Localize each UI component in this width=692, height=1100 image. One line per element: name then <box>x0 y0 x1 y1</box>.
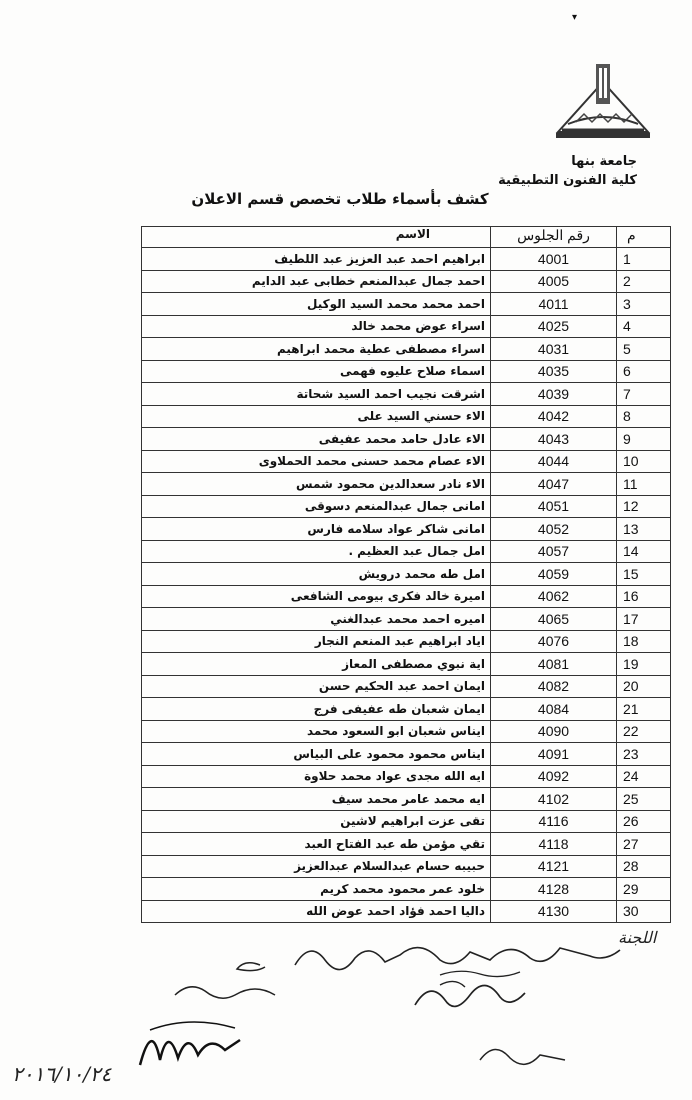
student-name: اسماء صلاح عليوه فهمى <box>142 360 491 383</box>
table-row <box>142 360 671 383</box>
seat-number: 4005 <box>491 270 617 293</box>
student-name: تقي مؤمن طه عبد الفتاح العبد <box>142 833 491 856</box>
row-number: 15 <box>617 563 671 586</box>
student-name: اية نبوي مصطفى المعاز <box>142 653 491 676</box>
seat-number: 4043 <box>491 428 617 451</box>
seat-number: 4082 <box>491 675 617 698</box>
student-name: خلود عمر محمود محمد كريم <box>142 878 491 901</box>
seat-number: 4062 <box>491 585 617 608</box>
row-number: 23 <box>617 743 671 766</box>
table-row <box>142 428 671 451</box>
student-name: امانى شاكر عواد سلامه فارس <box>142 518 491 541</box>
seat-number: 4057 <box>491 540 617 563</box>
student-name: الاء عادل حامد محمد عفيفى <box>142 428 491 451</box>
seat-number: 4031 <box>491 338 617 361</box>
student-name: الاء عصام محمد حسنى محمد الحملاوى <box>142 450 491 473</box>
seat-number: 4059 <box>491 563 617 586</box>
row-number: 18 <box>617 630 671 653</box>
student-name: اميرة خالد فكرى بيومى الشافعى <box>142 585 491 608</box>
table-row <box>142 495 671 518</box>
signature-scribble-icon <box>410 965 550 1025</box>
seat-number: 4052 <box>491 518 617 541</box>
table-row <box>142 788 671 811</box>
date-handwriting: ٢٠١٦/١٠/٢٤ <box>12 1062 112 1086</box>
student-name: ايه الله مجدى عواد محمد حلاوة <box>142 765 491 788</box>
table-row <box>142 540 671 563</box>
table-row <box>142 743 671 766</box>
signature-small-icon <box>470 1030 590 1080</box>
seat-number: 4116 <box>491 810 617 833</box>
student-name: اياد ابراهيم عبد المنعم النجار <box>142 630 491 653</box>
row-number: 16 <box>617 585 671 608</box>
row-number: 24 <box>617 765 671 788</box>
table-row <box>142 653 671 676</box>
column-header-name: الاسم <box>142 227 491 248</box>
row-number: 20 <box>617 675 671 698</box>
seat-number: 4128 <box>491 878 617 901</box>
row-number: 30 <box>617 900 671 923</box>
table-row <box>142 878 671 901</box>
row-number: 29 <box>617 878 671 901</box>
seat-number: 4047 <box>491 473 617 496</box>
table-row <box>142 765 671 788</box>
row-number: 12 <box>617 495 671 518</box>
table-row <box>142 900 671 923</box>
row-number: 21 <box>617 698 671 721</box>
seat-number: 4081 <box>491 653 617 676</box>
student-name: اميره احمد محمد عبدالغني <box>142 608 491 631</box>
row-number: 25 <box>617 788 671 811</box>
seat-number: 4118 <box>491 833 617 856</box>
row-number: 9 <box>617 428 671 451</box>
student-name: اسراء مصطفى عطية محمد ابراهيم <box>142 338 491 361</box>
students-table <box>141 226 671 923</box>
table-row <box>142 563 671 586</box>
table-row <box>142 248 671 271</box>
row-number: 3 <box>617 293 671 316</box>
seat-number: 4084 <box>491 698 617 721</box>
university-header <box>498 152 637 190</box>
table-row <box>142 293 671 316</box>
table-row <box>142 608 671 631</box>
table-row <box>142 338 671 361</box>
seat-number: 4065 <box>491 608 617 631</box>
seat-number: 4102 <box>491 788 617 811</box>
table-header-row <box>142 227 671 248</box>
student-name: حبيبه حسام عبدالسلام عبدالعزيز <box>142 855 491 878</box>
row-number: 28 <box>617 855 671 878</box>
table-row <box>142 675 671 698</box>
university-logo-icon <box>548 62 658 142</box>
corner-mark: ▾ <box>572 12 578 23</box>
row-number: 5 <box>617 338 671 361</box>
row-number: 8 <box>617 405 671 428</box>
table-row <box>142 270 671 293</box>
seat-number: 4090 <box>491 720 617 743</box>
signature-handwriting-icon <box>165 955 285 1015</box>
student-name: ابراهيم احمد عبد العزيز عبد اللطيف <box>142 248 491 271</box>
student-name: ايمان شعبان طه عفيفى فرج <box>142 698 491 721</box>
student-name: ايمان احمد عبد الحكيم حسن <box>142 675 491 698</box>
table-row <box>142 585 671 608</box>
row-number: 13 <box>617 518 671 541</box>
table-row <box>142 383 671 406</box>
student-name: امل طه محمد درويش <box>142 563 491 586</box>
table-row <box>142 405 671 428</box>
table-row <box>142 450 671 473</box>
student-name: ايناس شعبان ابو السعود محمد <box>142 720 491 743</box>
seat-number: 4076 <box>491 630 617 653</box>
student-name: اسراء عوض محمد خالد <box>142 315 491 338</box>
seat-number: 4092 <box>491 765 617 788</box>
row-number: 17 <box>617 608 671 631</box>
seat-number: 4042 <box>491 405 617 428</box>
row-number: 11 <box>617 473 671 496</box>
seat-number: 4130 <box>491 900 617 923</box>
document-title: كشف بأسماء طلاب تخصص قسم الاعلان <box>191 190 489 208</box>
student-name: امانى جمال عبدالمنعم دسوقى <box>142 495 491 518</box>
row-number: 19 <box>617 653 671 676</box>
table-row <box>142 473 671 496</box>
student-name: اشرقت نجيب احمد السيد شحاتة <box>142 383 491 406</box>
table-row <box>142 855 671 878</box>
row-number: 22 <box>617 720 671 743</box>
signature-large-icon <box>130 1010 250 1080</box>
student-name: امل جمال عبد العظيم . <box>142 540 491 563</box>
row-number: 4 <box>617 315 671 338</box>
row-number: 1 <box>617 248 671 271</box>
seat-number: 4025 <box>491 315 617 338</box>
table-row <box>142 720 671 743</box>
row-number: 7 <box>617 383 671 406</box>
committee-handwriting: اللجنة <box>618 928 657 947</box>
row-number: 27 <box>617 833 671 856</box>
column-header-num: م <box>617 227 671 248</box>
table-row <box>142 518 671 541</box>
seat-number: 4121 <box>491 855 617 878</box>
student-name: احمد جمال عبدالمنعم خطابى عبد الدايم <box>142 270 491 293</box>
seat-number: 4091 <box>491 743 617 766</box>
student-name: تقى عزت ابراهيم لاشين <box>142 810 491 833</box>
student-name: ايناس محمود محمود على البياس <box>142 743 491 766</box>
seat-number: 4044 <box>491 450 617 473</box>
row-number: 2 <box>617 270 671 293</box>
row-number: 10 <box>617 450 671 473</box>
table-row <box>142 630 671 653</box>
seat-number: 4051 <box>491 495 617 518</box>
student-name: احمد محمد محمد السيد الوكيل <box>142 293 491 316</box>
student-name: ايه محمد عامر محمد سيف <box>142 788 491 811</box>
row-number: 14 <box>617 540 671 563</box>
student-name: الاء نادر سعدالدين محمود شمس <box>142 473 491 496</box>
table-row <box>142 833 671 856</box>
student-name: الاء حسني السيد على <box>142 405 491 428</box>
seat-number: 4001 <box>491 248 617 271</box>
university-name: جامعة بنها <box>571 154 637 169</box>
table-row <box>142 810 671 833</box>
row-number: 6 <box>617 360 671 383</box>
table-row <box>142 315 671 338</box>
row-number: 26 <box>617 810 671 833</box>
student-name: داليا احمد فؤاد احمد عوض الله <box>142 900 491 923</box>
faculty-name: كلية الفنون التطبيقية <box>498 173 637 188</box>
table-row <box>142 698 671 721</box>
seat-number: 4039 <box>491 383 617 406</box>
seat-number: 4011 <box>491 293 617 316</box>
column-header-seat: رقم الجلوس <box>491 227 617 248</box>
seat-number: 4035 <box>491 360 617 383</box>
